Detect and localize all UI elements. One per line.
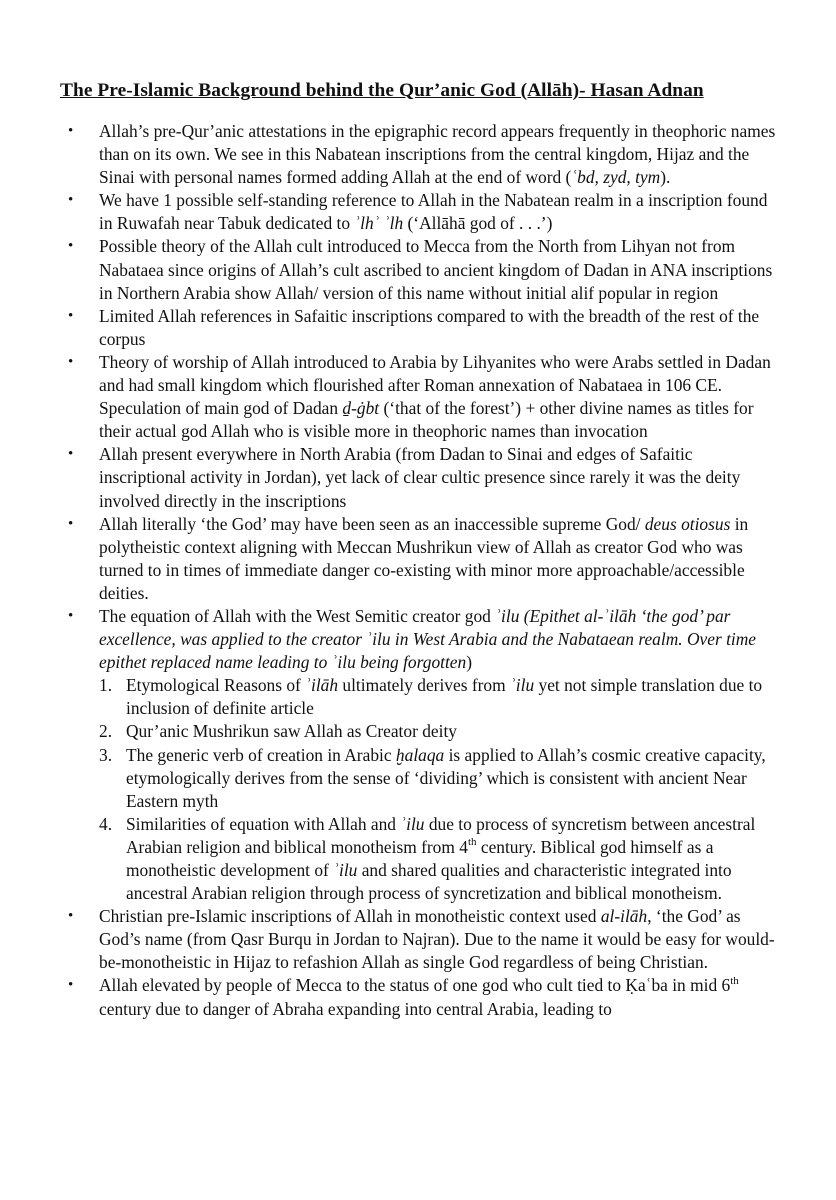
bullet-icon: • (68, 908, 74, 925)
bullet-icon: • (68, 307, 74, 324)
numbered-item: 4. Similarities of equation with Allah and ʾilu due to process of syncretism between ancestral Arabian religion and biblical monotheism from 4th century. Biblical god himself as a monotheistic development of ʾilu and shared qualities and characteristic integrated into ancestral Arabian religion through process of syncretization and biblical monotheism. (99, 813, 756, 904)
item-number: 4. (99, 813, 113, 834)
bullet-item: • The equation of Allah with the West Semitic creator god ʾilu (Epithet al-ʾilāh ‘the god’ par excellence, was applied to the creator ʾilu in West Arabia and the Nabataean realm. Over time epithet replaced name leading to ʾilu being forgotten) 1. Etymological Reasons of ʾilāh ultimately derives from ʾilu yet not simple translation due to inclusion of definite article 2. Qur’anic Mushrikun saw Allah as Creator deity 3. The generic verb of creation in Arabic ḫalaqa is applied to Allah’s cosmic creative capacity, etymologically derives from the sense of ‘dividing’ which is consistent with ancient Near Eastern myth 4. Similarities of equation with Allah and ʾilu due to process of syncretism between ancestral Arabian religion and biblical monotheism from 4th century. Biblical god himself as a monotheistic development of ʾilu and shared qualities and characteristic integrated into ancestral Arabian religion through process of syncretization and biblical monotheism. (0, 605, 836, 905)
bullet-item: • We have 1 possible self-standing reference to Allah in the Nabatean realm in a inscription found in Ruwafah near Tabuk dedicated to ʾlhʾ ʾlh (‘Allāhā god of . . .’) (68, 190, 768, 234)
bullet-item: • Theory of worship of Allah introduced to Arabia by Lihyanites who were Arabs settled in Dadan and had small kingdom which flourished after Roman annexation of Nabataea in 106 CE. Speculation of main god of Dadan ḏ-ġbt (‘that of the forest’) + other divine names as titles for their actual god Allah who is visible more in theophoric names than invocation (68, 351, 771, 442)
bullet-item: • Allah present everywhere in North Arabia (from Dadan to Sinai and edges of Safaitic inscriptional activity in Jordan), yet lack of clear cultic presence since rarely it was the deity involved directly in the inscriptions (68, 444, 741, 511)
bullet-icon: • (68, 353, 74, 370)
bullet-icon: • (68, 446, 74, 463)
numbered-item: 3. The generic verb of creation in Arabic ḫalaqa is applied to Allah’s cosmic creative capacity, etymologically derives from the sense of ‘dividing’ which is consistent with ancient Near Eastern myth (99, 744, 766, 811)
numbered-item: 2. Qur’anic Mushrikun saw Allah as Creator deity (99, 720, 776, 743)
item-number: 2. (99, 721, 113, 742)
bullet-item: • Possible theory of the Allah cult introduced to Mecca from the North from Lihyan not from Nabataea since origins of Allah’s cult ascribed to ancient kingdom of Dadan in ANA inscriptions in Northern Arabia show Allah/ version of this name without initial alif popular in region (68, 236, 773, 303)
numbered-sublist (99, 674, 776, 905)
bullet-item: • Limited Allah references in Safaitic inscriptions compared to with the breadth of the rest of the corpus (68, 305, 760, 349)
bullet-icon: • (68, 977, 74, 994)
bullet-list (0, 120, 836, 1021)
bullet-item: • Allah elevated by people of Mecca to the status of one god who cult tied to Ḳaʿba in mid 6th century due to danger of Abraha expanding into central Arabia, leading to (68, 974, 739, 1019)
numbered-item: 1. Etymological Reasons of ʾilāh ultimately derives from ʾilu yet not simple translation due to inclusion of definite article (99, 675, 763, 719)
bullet-icon: • (68, 607, 74, 624)
bullet-icon: • (68, 515, 74, 532)
bullet-item: • Allah literally ‘the God’ may have been seen as an inaccessible supreme God/ deus otiosus in polytheistic context aligning with Meccan Mushrikun view of Allah as creator God who was turned to in times of immediate danger co-existing with minor more approachable/accessible deities. (68, 513, 749, 603)
bullet-item: • Allah’s pre-Qur’anic attestations in the epigraphic record appears frequently in theophoric names than on its own. We see in this Nabatean inscriptions from the central kingdom, Hijaz and the Sinai with personal names formed adding Allah at the end of word (ʿbd, zyd, tym). (68, 121, 776, 188)
bullet-icon: • (68, 192, 74, 209)
bullet-icon: • (68, 123, 74, 139)
bullet-icon: • (68, 238, 74, 255)
document-title: The Pre-Islamic Background behind the Qur’anic God (Allāh)- Hasan Adnan (60, 80, 704, 101)
item-number: 1. (99, 675, 113, 696)
bullet-item: • Christian pre-Islamic inscriptions of Allah in monotheistic context used al-ilāh, ‘the God’ as God’s name (from Qasr Burqu in Jordan to Najran). Due to the name it would be easy for would-be-monotheistic in Hijaz to refashion Allah as single God regardless of being Christian. (68, 906, 775, 973)
item-number: 3. (99, 744, 113, 765)
